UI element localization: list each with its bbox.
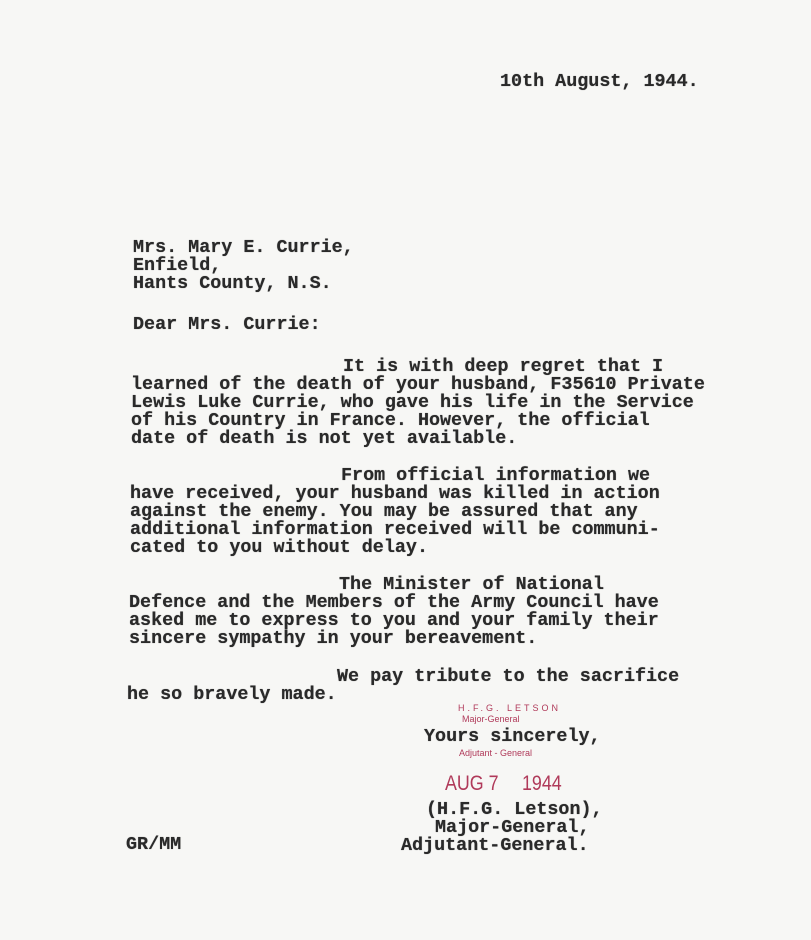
paragraph-line: sincere sympathy in your bereavement.: [129, 628, 538, 649]
paragraph-line: learned of the death of your husband, F35610 Private: [131, 374, 705, 395]
stamp-name: H.F.G. LETSON: [458, 703, 562, 713]
reference-initials: GR/MM: [126, 834, 182, 855]
paragraph-line: Defence and the Members of the Army Council have: [129, 592, 659, 613]
address-line: Hants County, N.S.: [133, 273, 332, 294]
paragraph-line: of his Country in France. However, the official: [131, 410, 650, 431]
paragraph-line: We pay tribute to the sacrifice: [337, 666, 680, 687]
stamp-rank: Major-General: [462, 714, 520, 724]
signature-line: Adjutant-General.: [401, 835, 589, 856]
signature-line: Major-General,: [435, 817, 590, 838]
salutation: Dear Mrs. Currie:: [133, 314, 321, 335]
paragraph-line: have received, your husband was killed in action: [130, 483, 660, 504]
stamp-year: 1944: [522, 772, 562, 795]
stamp-title: Adjutant - General: [459, 748, 533, 758]
paragraph-line: against the enemy. You may be assured that any: [130, 501, 638, 522]
paragraph-line: From official information we: [341, 465, 651, 486]
closing: Yours sincerely,: [424, 726, 601, 747]
paragraph-line: The Minister of National: [339, 574, 604, 595]
letter-date: 10th August, 1944.: [500, 71, 699, 92]
signature-line: (H.F.G. Letson),: [426, 799, 603, 820]
address-line: Mrs. Mary E. Currie,: [133, 237, 354, 258]
address-line: Enfield,: [133, 255, 222, 276]
paragraph-line: It is with deep regret that I: [343, 356, 664, 377]
stamp-date: AUG 7: [445, 772, 499, 795]
paragraph-line: additional information received will be communi-: [130, 519, 660, 540]
paragraph-line: cated to you without delay.: [130, 537, 428, 558]
paragraph-line: asked me to express to you and your family their: [129, 610, 659, 631]
paragraph-line: Lewis Luke Currie, who gave his life in the Service: [131, 392, 694, 413]
paragraph-line: he so bravely made.: [127, 684, 337, 705]
paragraph-line: date of death is not yet available.: [131, 428, 518, 449]
